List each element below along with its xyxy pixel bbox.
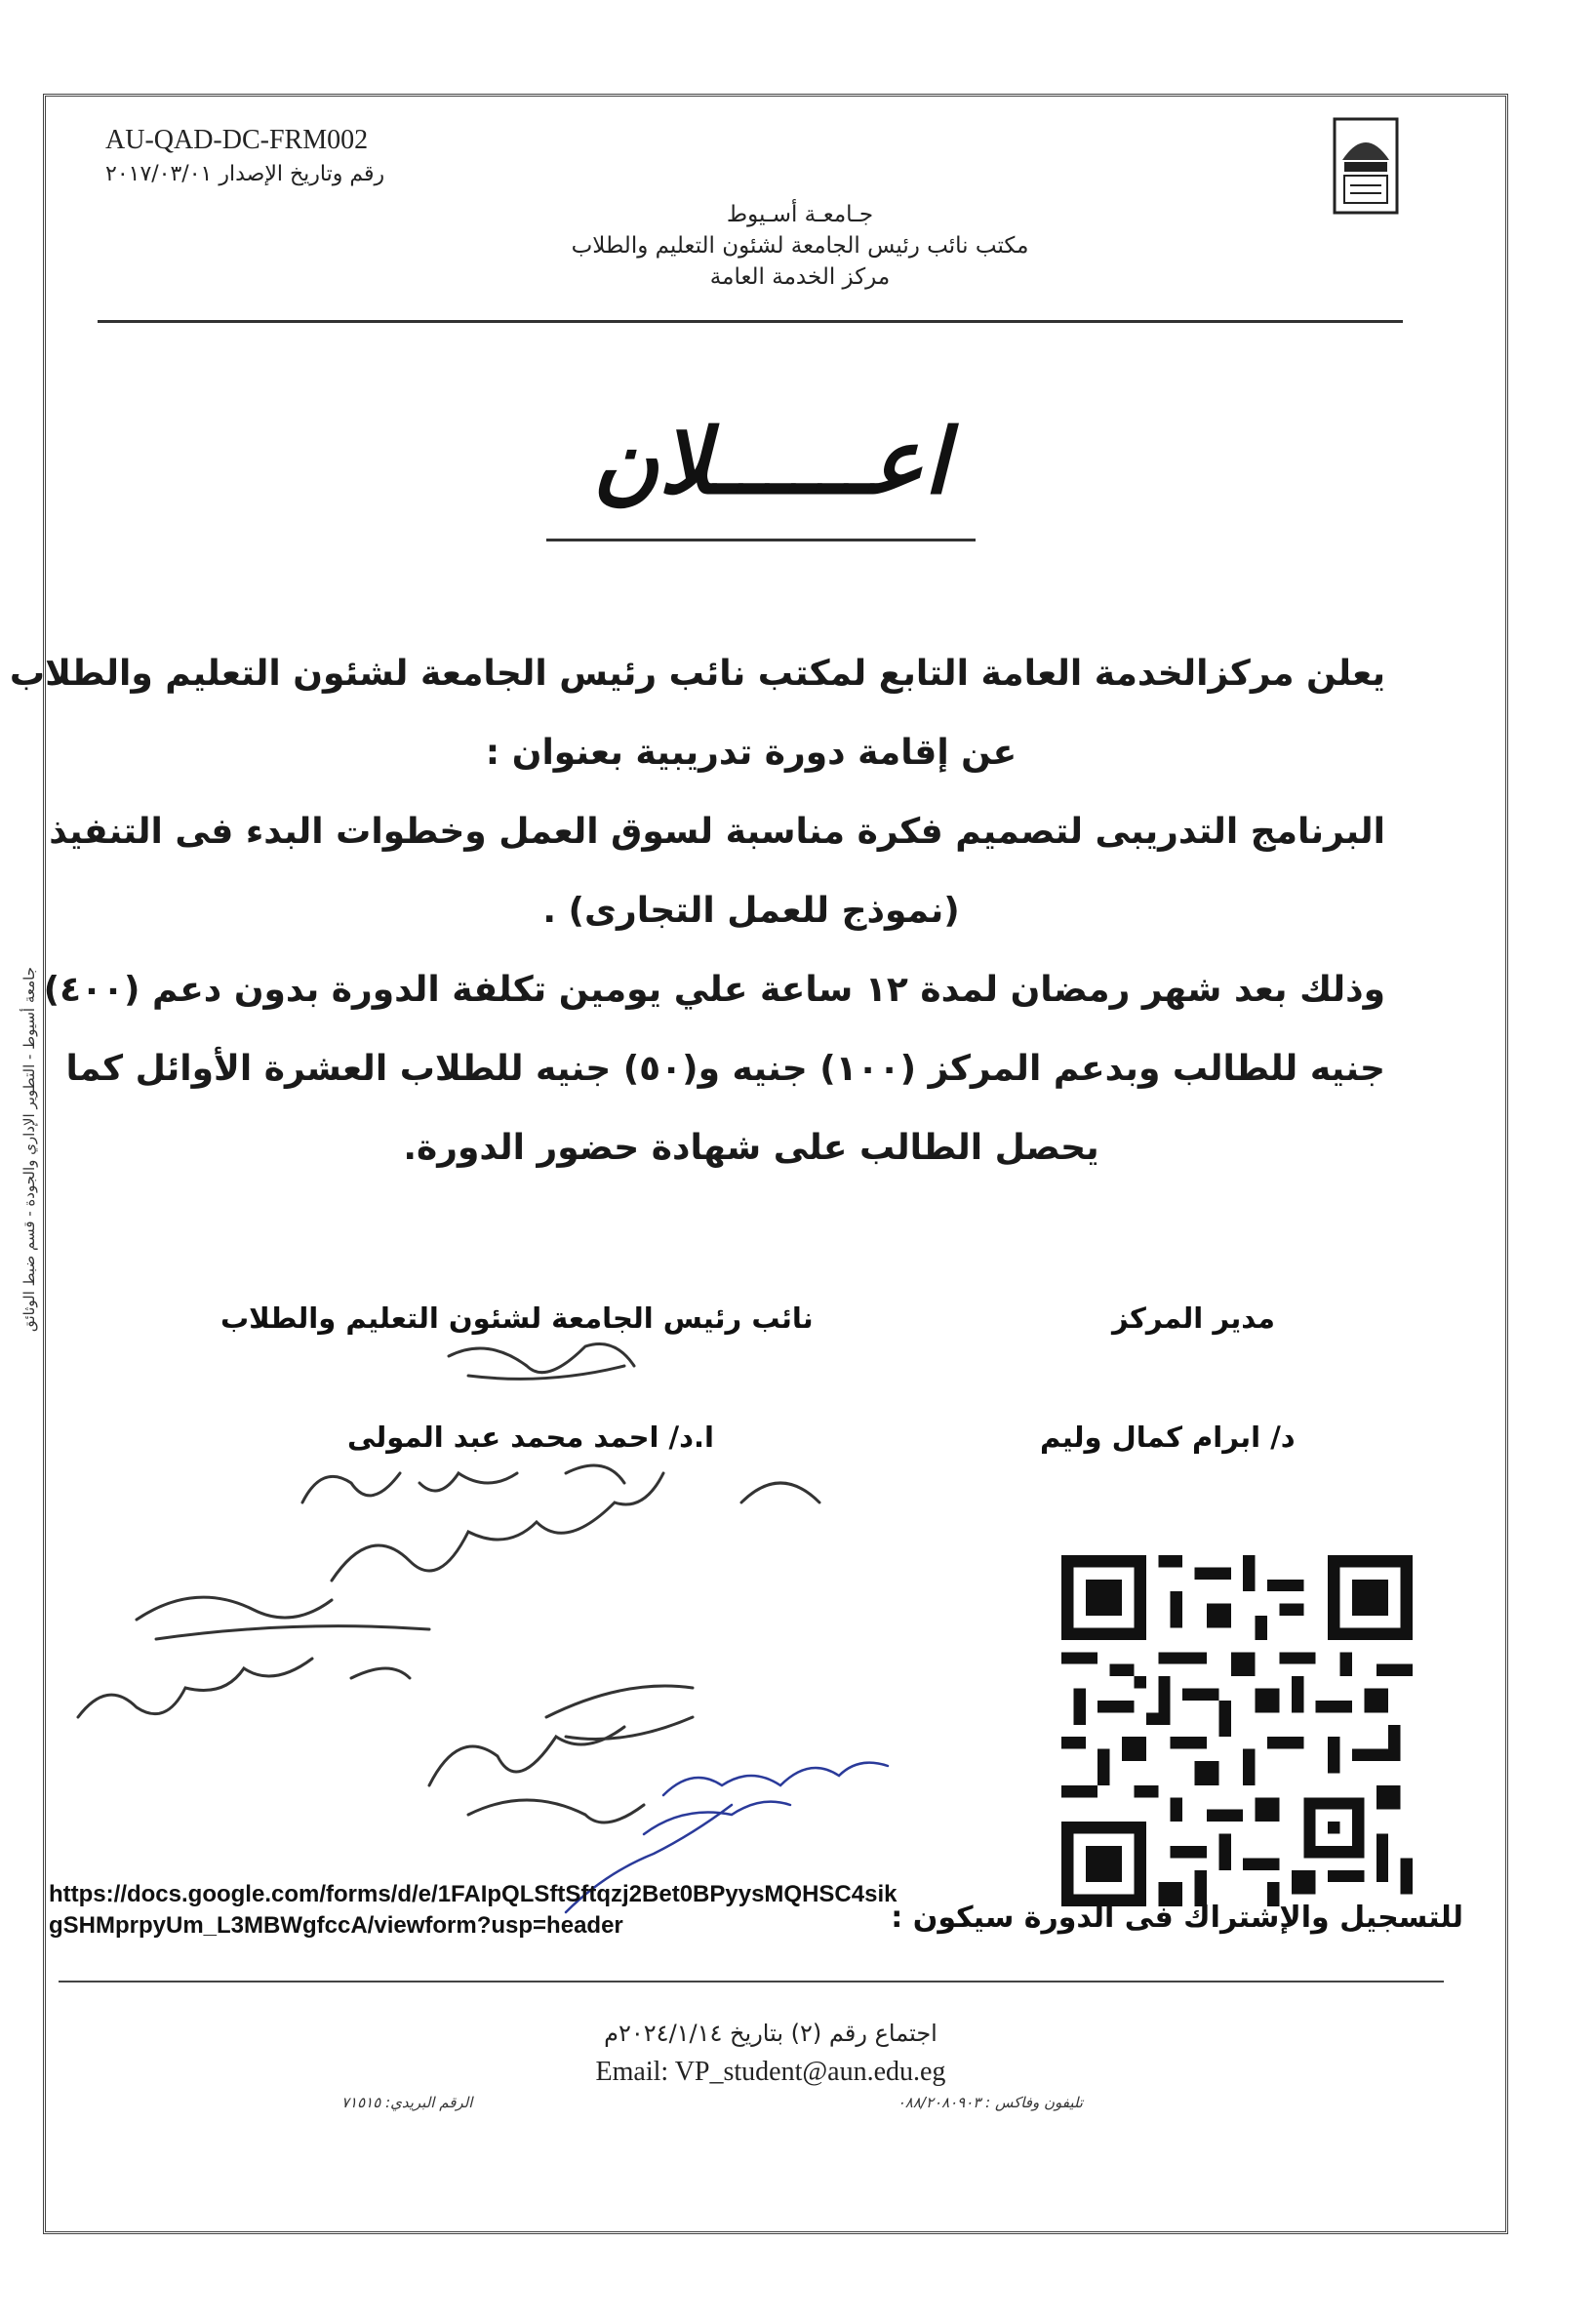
header-block: [449, 199, 1151, 293]
vice-president-name: ا.د/ احمد محمد عبد المولى: [347, 1421, 714, 1454]
university-name: جـامعـة أسـيوط: [726, 202, 874, 227]
center-name: مركز الخدمة العامة: [709, 264, 891, 290]
meeting-note: اجتماع رقم (٢) بتاريخ ٢٠٢٤/١/١٤م: [604, 2020, 938, 2047]
center-director-title: مدير المركز: [1112, 1302, 1275, 1335]
footer-divider: [59, 1981, 1444, 1983]
registration-qr-code-icon: [1061, 1555, 1413, 1906]
postal-code: الرقم البريدي: ٧١٥١٥: [341, 2094, 473, 2111]
body-line-3: البرنامج التدريبى لتصميم فكرة مناسبة لسوق العمل وخطوات البدء فى التنفيذ: [49, 812, 1385, 852]
body-line-1: يعلن مركزالخدمة العامة التابع لمكتب نائب رئيس الجامعة لشئون التعليم والطلاب: [9, 654, 1385, 694]
body-line-2: عن إقامة دورة تدريبية بعنوان :: [485, 733, 1017, 773]
phone-fax: تليفون وفاكس : ٠٨٨/٢٠٨٠٩٠٣: [897, 2094, 1083, 2111]
registration-label: للتسجيل والإشتراك فى الدورة سيكون :: [891, 1901, 1463, 1935]
body-line-5: وذلك بعد شهر رمضان لمدة ١٢ ساعة علي يومين تكلفة الدورة بدون دعم (٤٠٠): [43, 970, 1385, 1010]
contact-info: [341, 2094, 1083, 2111]
university-logo-icon: [1333, 117, 1399, 215]
center-director-name: د/ ابرام كمال وليم: [1040, 1421, 1296, 1454]
body-line-6: جنيه للطالب وبدعم المركز (١٠٠) جنيه و(٥٠) جنيه للطلاب العشرة الأوائل كما: [65, 1049, 1385, 1089]
body-line-7: يحصل الطالب على شهادة حضور الدورة.: [403, 1128, 1099, 1168]
announcement-headline: اعــــــلان: [592, 410, 949, 514]
document-code: AU-QAD-DC-FRM002: [105, 125, 369, 155]
issue-date: رقم وتاريخ الإصدار ٢٠١٧/٠٣/٠١: [105, 162, 385, 186]
contact-email[interactable]: Email: VP_student@aun.edu.eg: [595, 2057, 946, 2087]
registration-link[interactable]: https://docs.google.com/forms/d/e/1FAIpQLSftSftqzj2Bet0BPyysMQHSC4sikgSHMprpyUm_L3MBWgfccA/viewform?usp=header: [49, 1881, 898, 1939]
header-divider: [98, 320, 1403, 323]
vice-president-title: نائب رئيس الجامعة لشئون التعليم والطلاب: [220, 1302, 814, 1335]
headline-underline: [546, 539, 976, 541]
handwritten-signatures-icon: [59, 1327, 1063, 1932]
body-line-4: (نموذج للعمل التجارى) .: [542, 891, 960, 931]
office-name: مكتب نائب رئيس الجامعة لشئون التعليم والطلاب: [571, 233, 1029, 259]
side-note: جامعة أسيوط - التطوير الإداري والجودة - قسم ضبط الوثائق: [20, 966, 38, 1332]
